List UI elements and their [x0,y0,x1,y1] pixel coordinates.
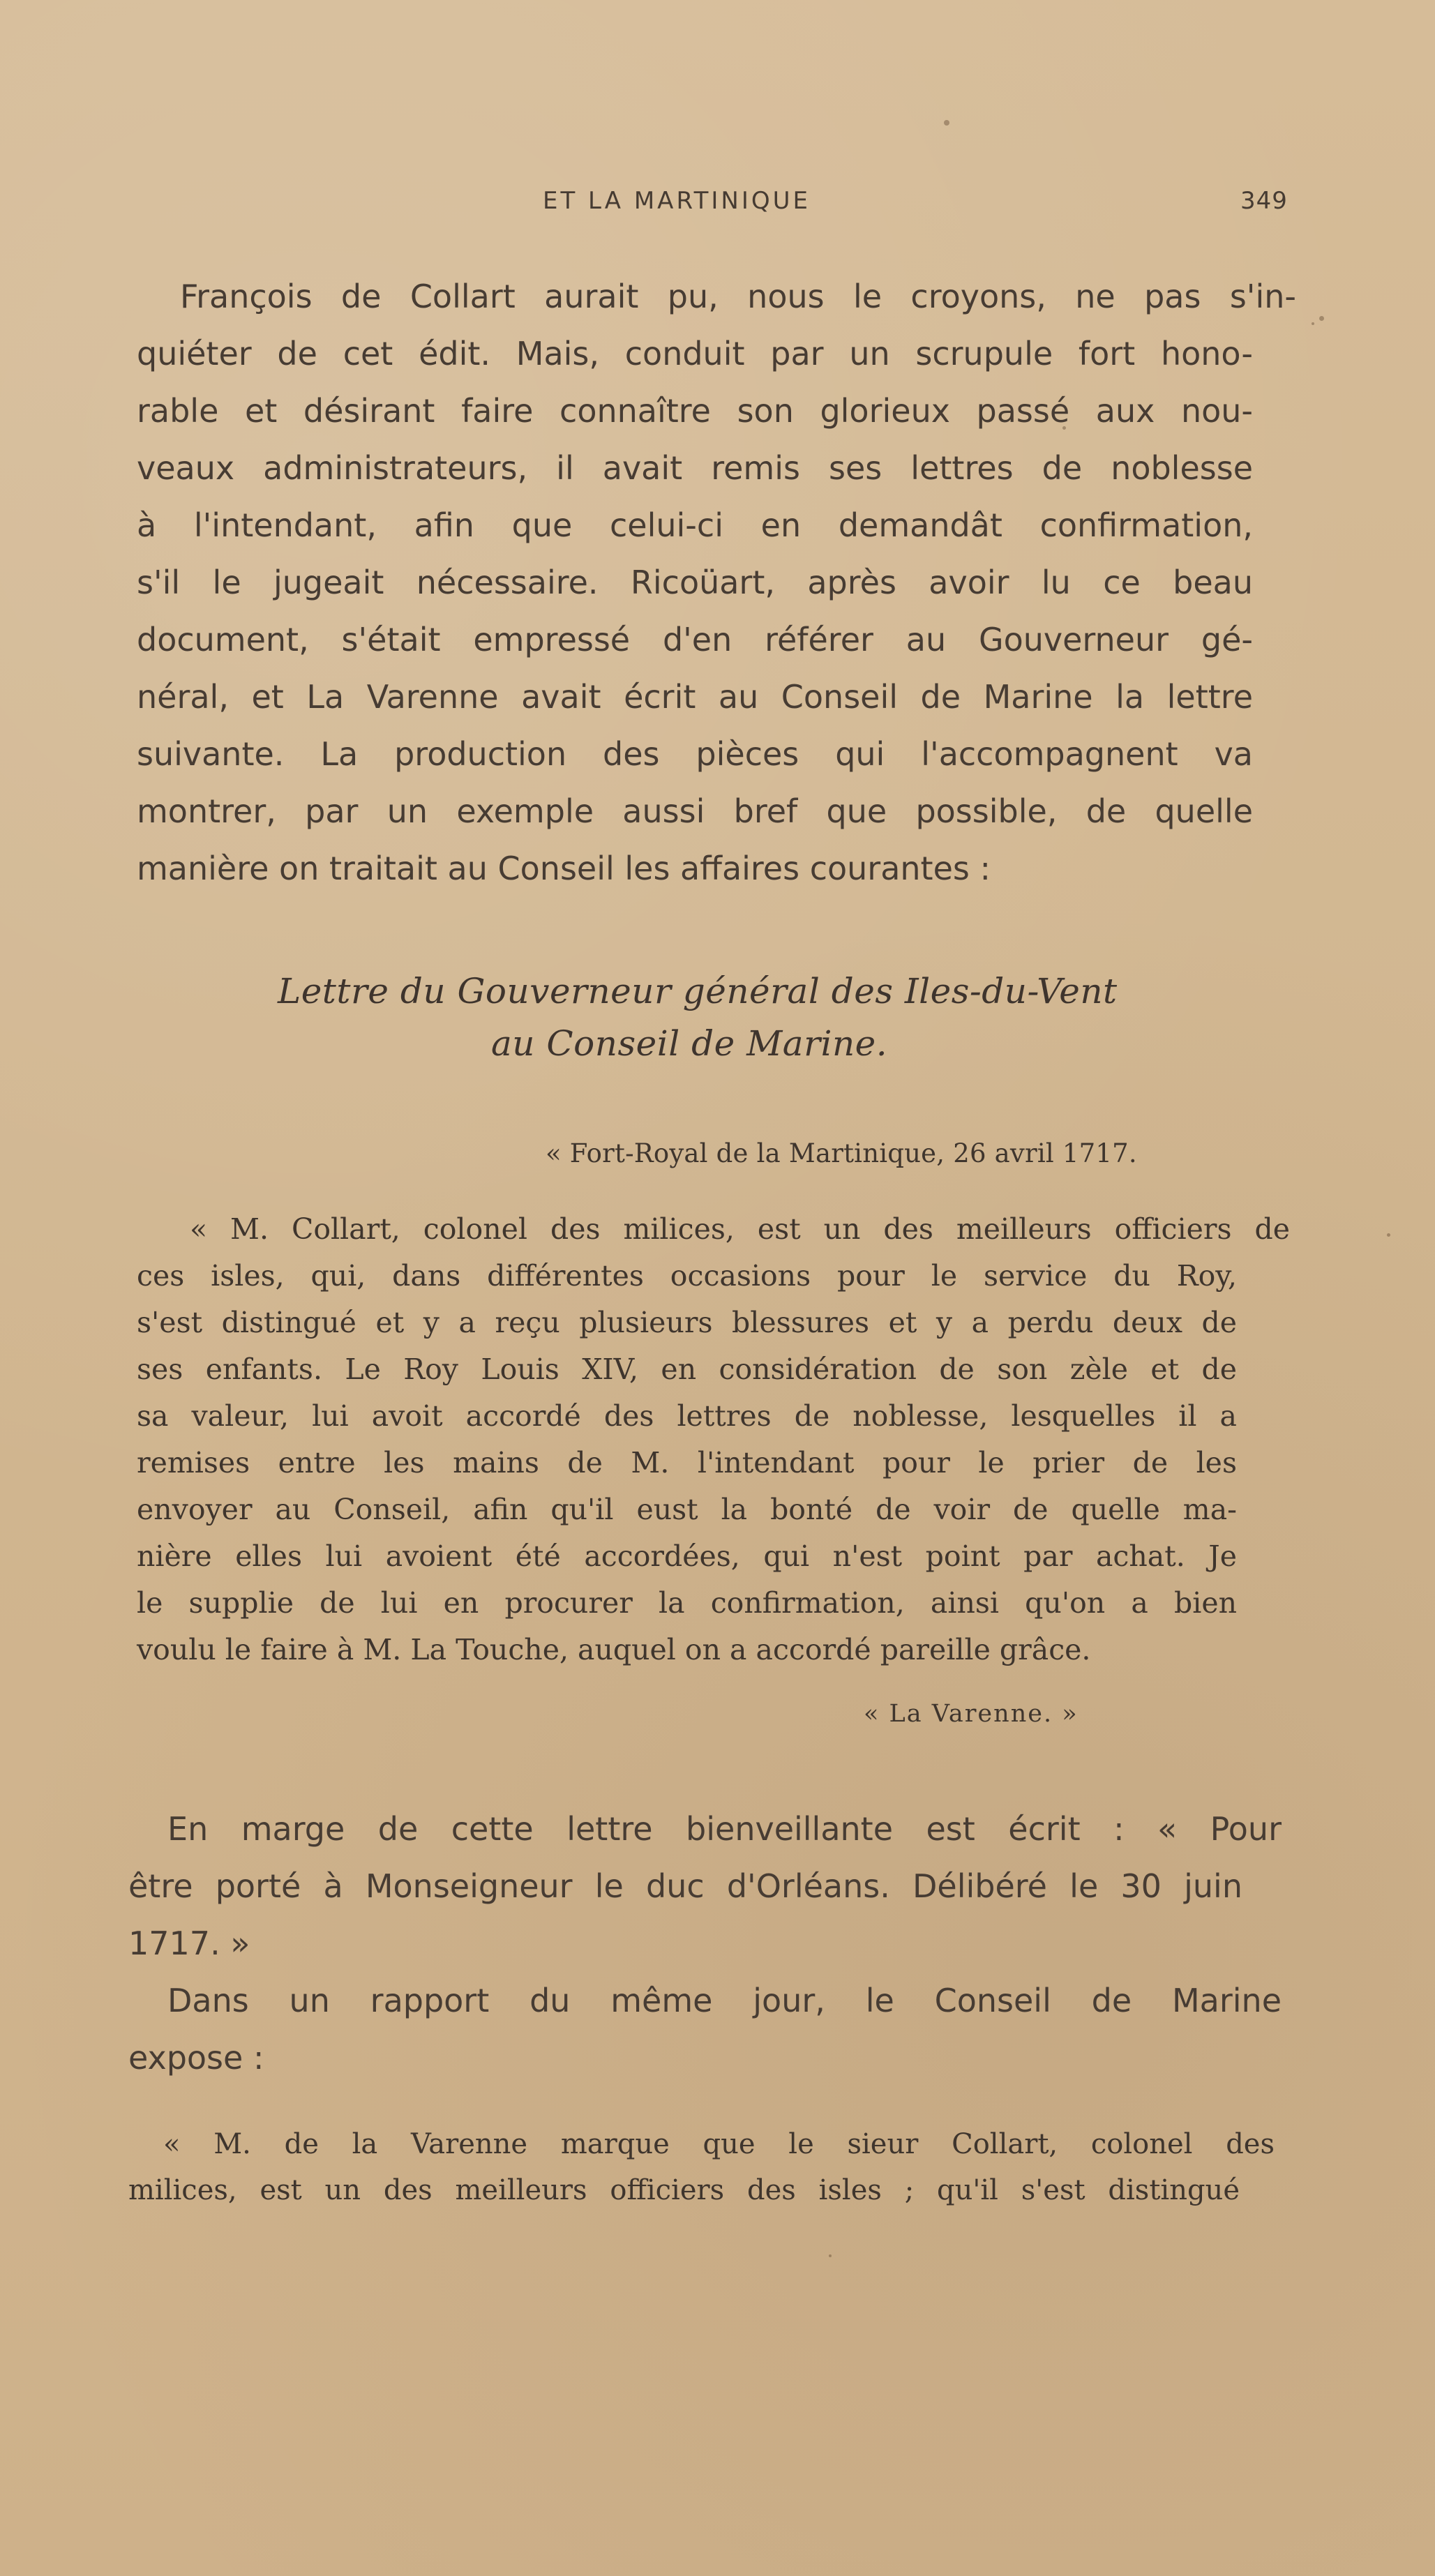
paper-speck [1312,322,1314,325]
letter-line: ces isles, qui, dans différentes occasions pour le service du Roy, [137,1259,1237,1293]
paragraph-line: En marge de cette lettre bienveillante est écrit : « Pour [167,1810,1282,1848]
report-line: milices, est un des meilleurs officiers des isles ; qu'il s'est distingué [128,2174,1240,2206]
letter-line: envoyer au Conseil, afin qu'il eust la bonté de voir de quelle ma- [137,1493,1237,1526]
letter-title-line-1: Lettre du Gouverneur général des Iles-du-Vent [278,971,1118,1011]
letter-line: le supplie de lui en procurer la confirmation, ainsi qu'on a bien [137,1586,1237,1620]
paragraph-line: à l'intendant, afin que celui-ci en demandât confirmation, [137,506,1253,544]
paper-speck [1319,316,1324,321]
paragraph-line: François de Collart aurait pu, nous le croyons, ne pas s'in- [180,278,1296,315]
paragraph-line: néral, et La Varenne avait écrit au Conseil de Marine la lettre [137,678,1253,716]
letter-line: remises entre les mains de M. l'intendant pour le prier de les [137,1446,1237,1479]
paragraph-line: veaux administrateurs, il avait remis ses lettres de noblesse [137,449,1253,487]
letter-signature: « La Varenne. » [864,1700,1079,1728]
paragraph-line: suivante. La production des pièces qui l'accompagnent va [137,735,1253,773]
letter-line: ses enfants. Le Roy Louis XIV, en considération de son zèle et de [137,1353,1237,1386]
paper-speck [829,2254,832,2257]
page-number: 349 [1240,187,1288,215]
letter-line: sa valeur, lui avoit accordé des lettres de noblesse, lesquelles il a [137,1399,1237,1433]
paragraph-line: document, s'était empressé d'en référer au Gouverneur gé- [137,621,1253,658]
paper-speck [944,120,949,126]
paragraph-line: montrer, par un exemple aussi bref que possible, de quelle [137,792,1253,830]
letter-title-line-2: au Conseil de Marine. [491,1023,888,1064]
paper-speck [1387,1233,1390,1237]
letter-line: « M. Collart, colonel des milices, est un des meilleurs officiers de [190,1212,1290,1246]
letter-line: s'est distingué et y a reçu plusieurs blessures et y a perdu deux de [137,1306,1237,1339]
letter-dateline: « Fort-Royal de la Martinique, 26 avril 1717. [546,1138,1137,1168]
paragraph-line: quiéter de cet édit. Mais, conduit par un scrupule fort hono- [137,335,1253,372]
running-title: ET LA MARTINIQUE [543,187,811,215]
paragraph-line: rable et désirant faire connaître son glorieux passé aux nou- [137,392,1253,430]
report-line: « M. de la Varenne marque que le sieur Collart, colonel des [163,2128,1275,2160]
paragraph-line: 1717. » [128,1925,250,1962]
paragraph-line: expose : [128,2039,264,2077]
letter-line: voulu le faire à M. La Touche, auquel on a accordé pareille grâce. [137,1633,1091,1666]
paragraph-line: Dans un rapport du même jour, le Conseil de Marine [167,1982,1282,2019]
paper-speck [1062,426,1066,430]
letter-line: nière elles lui avoient été accordées, qui n'est point par achat. Je [137,1539,1237,1573]
paragraph-line: être porté à Monseigneur le duc d'Orléans. Délibéré le 30 juin [128,1867,1242,1905]
paragraph-line: s'il le jugeait nécessaire. Ricoüart, après avoir lu ce beau [137,564,1253,601]
paragraph-line: manière on traitait au Conseil les affaires courantes : [137,850,991,887]
